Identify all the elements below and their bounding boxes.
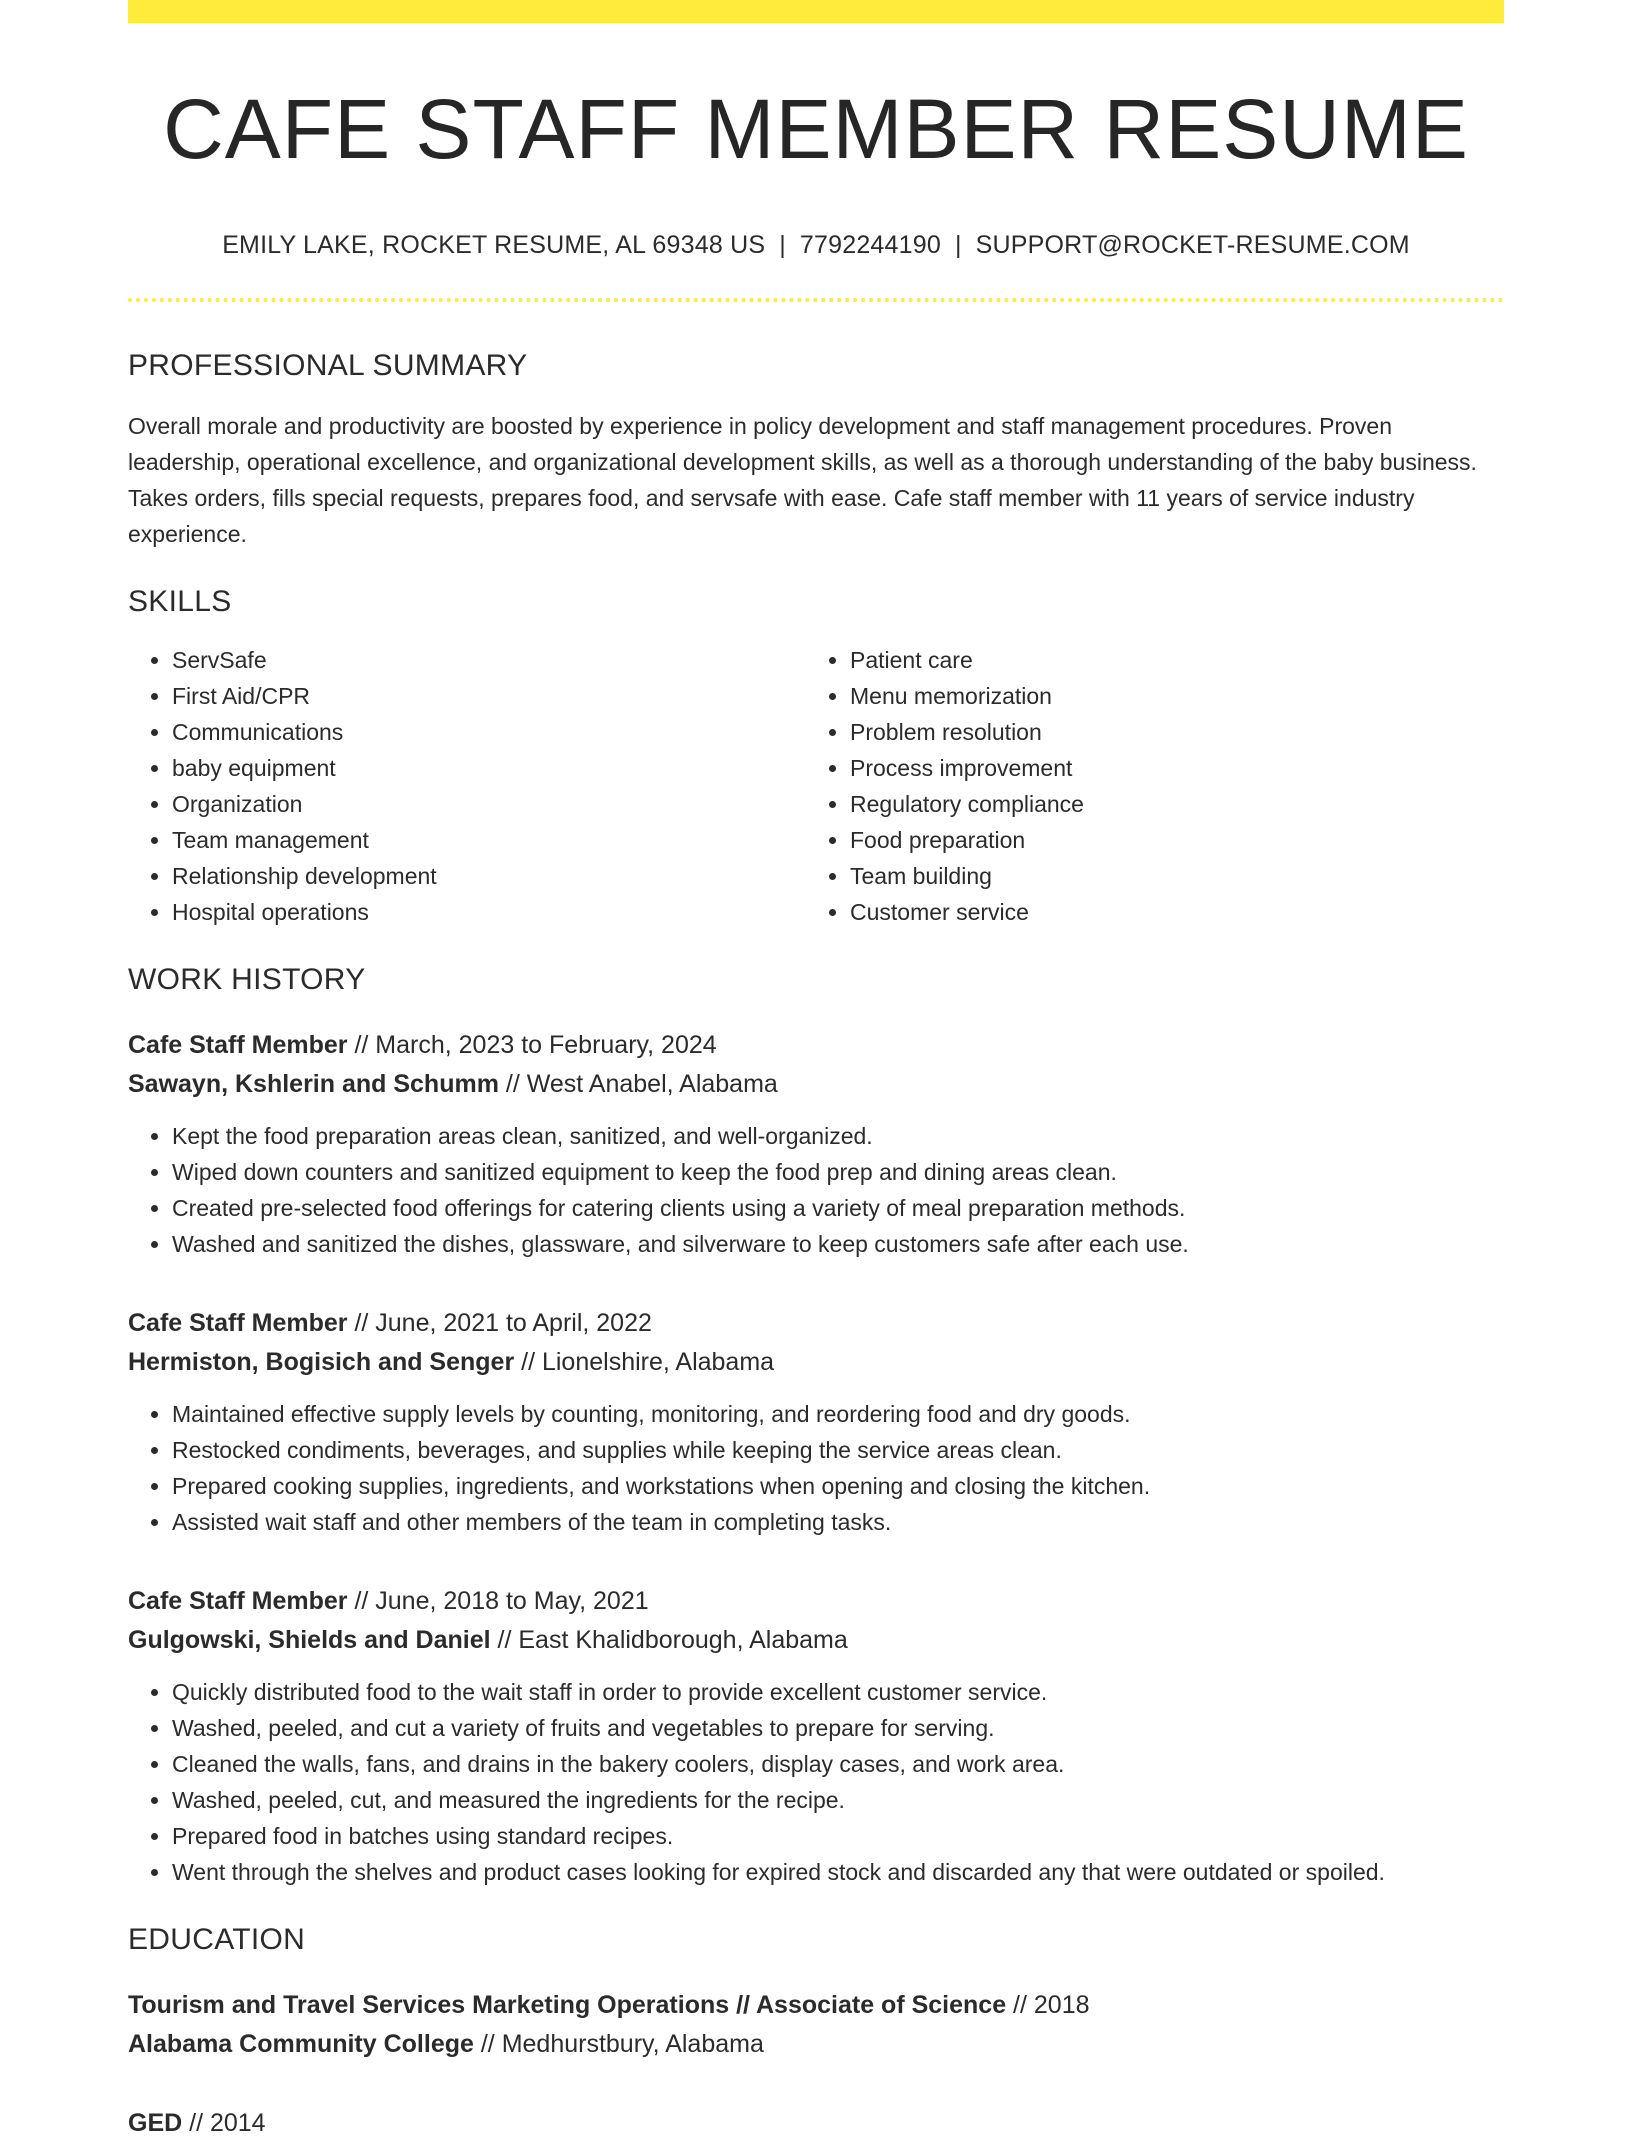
skill-item: • Communications: [172, 714, 806, 750]
job-company: Gulgowski, Shields and Daniel: [128, 1626, 491, 1655]
skill-item: • Regulatory compliance: [850, 786, 1484, 822]
job-dates: // June, 2018 to May, 2021: [347, 1587, 649, 1616]
job-company-line: [128, 1343, 1504, 1382]
job-dates: // June, 2021 to April, 2022: [347, 1309, 652, 1338]
contact-separator: |: [954, 231, 962, 260]
job-duty: • Prepared food in batches using standard recipes.: [172, 1818, 1504, 1854]
skill-item: • Customer service: [850, 894, 1484, 930]
job-duty: • Washed, peeled, cut, and measured the ingredients for the recipe.: [172, 1782, 1504, 1818]
skills-list-right: [806, 642, 1484, 930]
skill-item: • ServSafe: [172, 642, 806, 678]
education-school-line: [128, 2025, 1504, 2064]
job-role-line: [128, 1582, 1504, 1621]
job-duty: • Maintained effective supply levels by counting, monitoring, and reordering food and dry goods.: [172, 1396, 1504, 1432]
job-company: Hermiston, Bogisich and Senger: [128, 1348, 515, 1377]
skill-item: • Hospital operations: [172, 894, 806, 930]
job-duty: • Restocked condiments, beverages, and supplies while keeping the service areas clean.: [172, 1432, 1504, 1468]
job-duty: • Cleaned the walls, fans, and drains in the bakery coolers, display cases, and work area.: [172, 1746, 1504, 1782]
job-role-line: [128, 1026, 1504, 1065]
education-entry: [128, 1986, 1504, 2064]
job-dates: // March, 2023 to February, 2024: [347, 1031, 717, 1060]
job-role: Cafe Staff Member: [128, 1031, 348, 1060]
education-heading: EDUCATION: [128, 1923, 306, 1957]
job-duty: • Washed and sanitized the dishes, glassware, and silverware to keep customers safe after each use.: [172, 1226, 1504, 1262]
summary-heading: PROFESSIONAL SUMMARY: [128, 349, 528, 383]
job-duties: [128, 1674, 1504, 1890]
contact-address: EMILY LAKE, ROCKET RESUME, AL 69348 US: [222, 231, 766, 260]
accent-top-bar: [128, 0, 1504, 23]
skill-item: • Problem resolution: [850, 714, 1484, 750]
contact-email: SUPPORT@ROCKET-RESUME.COM: [975, 231, 1410, 260]
skill-item: • Patient care: [850, 642, 1484, 678]
contact-line: [128, 231, 1504, 260]
job-role: Cafe Staff Member: [128, 1309, 348, 1338]
contact-separator: |: [779, 231, 786, 260]
job-duties: [128, 1396, 1504, 1540]
job-role: Cafe Staff Member: [128, 1587, 348, 1616]
dotted-divider: [128, 298, 1504, 302]
skill-item: • Organization: [172, 786, 806, 822]
education-entry: [128, 2104, 1504, 2143]
job-duty: • Went through the shelves and product cases looking for expired stock and discarded any that were outdated or spoiled.: [172, 1854, 1504, 1890]
job-company-line: [128, 1065, 1504, 1104]
education-degree-line: [128, 1986, 1504, 2025]
education-degree-line: [128, 2104, 1504, 2143]
job-entry: [128, 1304, 1504, 1540]
summary-text: Overall morale and productivity are boosted by experience in policy development and staff management procedures. Proven leadership, operational excellence, and organizational development skills, as well as a thorough understanding of the baby business. Takes orders, fills special requests, prepares food, and servsafe with ease. Cafe staff member with 11 years of service industry experience.: [128, 413, 1477, 548]
job-duty: • Washed, peeled, and cut a variety of fruits and vegetables to prepare for serving.: [172, 1710, 1504, 1746]
resume-page: [128, 0, 1504, 2143]
job-entry: [128, 1582, 1504, 1890]
skill-item: • Team building: [850, 858, 1484, 894]
education-year: // 2014: [182, 2109, 266, 2138]
job-location: // West Anabel, Alabama: [498, 1070, 778, 1099]
skills-list-left: [128, 642, 806, 930]
resume-title: CAFE STAFF MEMBER RESUME: [163, 82, 1469, 176]
education-location: // Medhurstbury, Alabama: [473, 2030, 764, 2059]
job-role-line: [128, 1304, 1504, 1343]
skill-item: • Team management: [172, 822, 806, 858]
skill-item: • Menu memorization: [850, 678, 1484, 714]
skill-item: • Food preparation: [850, 822, 1484, 858]
skills-heading: SKILLS: [128, 585, 232, 619]
skills-columns: [128, 642, 1504, 930]
skill-item: • Process improvement: [850, 750, 1484, 786]
skill-item: • baby equipment: [172, 750, 806, 786]
job-duty: • Created pre-selected food offerings for catering clients using a variety of meal preparation methods.: [172, 1190, 1504, 1226]
job-company-line: [128, 1621, 1504, 1660]
job-duty: • Prepared cooking supplies, ingredients, and workstations when opening and closing the kitchen.: [172, 1468, 1504, 1504]
education-degree: Tourism and Travel Services Marketing Operations // Associate of Science: [128, 1991, 1007, 2020]
job-duty: • Quickly distributed food to the wait staff in order to provide excellent customer service.: [172, 1674, 1504, 1710]
skill-item: • First Aid/CPR: [172, 678, 806, 714]
contact-phone: 7792244190: [799, 231, 941, 260]
job-entry: [128, 1026, 1504, 1262]
skill-item: • Relationship development: [172, 858, 806, 894]
job-duty: • Assisted wait staff and other members of the team in completing tasks.: [172, 1504, 1504, 1540]
job-location: // Lionelshire, Alabama: [514, 1348, 775, 1377]
education-school: Alabama Community College: [128, 2030, 474, 2059]
work-history-heading: WORK HISTORY: [128, 963, 366, 997]
job-duty: • Wiped down counters and sanitized equipment to keep the food prep and dining areas clean.: [172, 1154, 1504, 1190]
education-degree: GED: [128, 2109, 183, 2138]
job-location: // East Khalidborough, Alabama: [490, 1626, 848, 1655]
education-year: // 2018: [1006, 1991, 1090, 2020]
job-company: Sawayn, Kshlerin and Schumm: [128, 1070, 499, 1099]
job-duties: [128, 1118, 1504, 1262]
job-duty: • Kept the food preparation areas clean, sanitized, and well-organized.: [172, 1118, 1504, 1154]
